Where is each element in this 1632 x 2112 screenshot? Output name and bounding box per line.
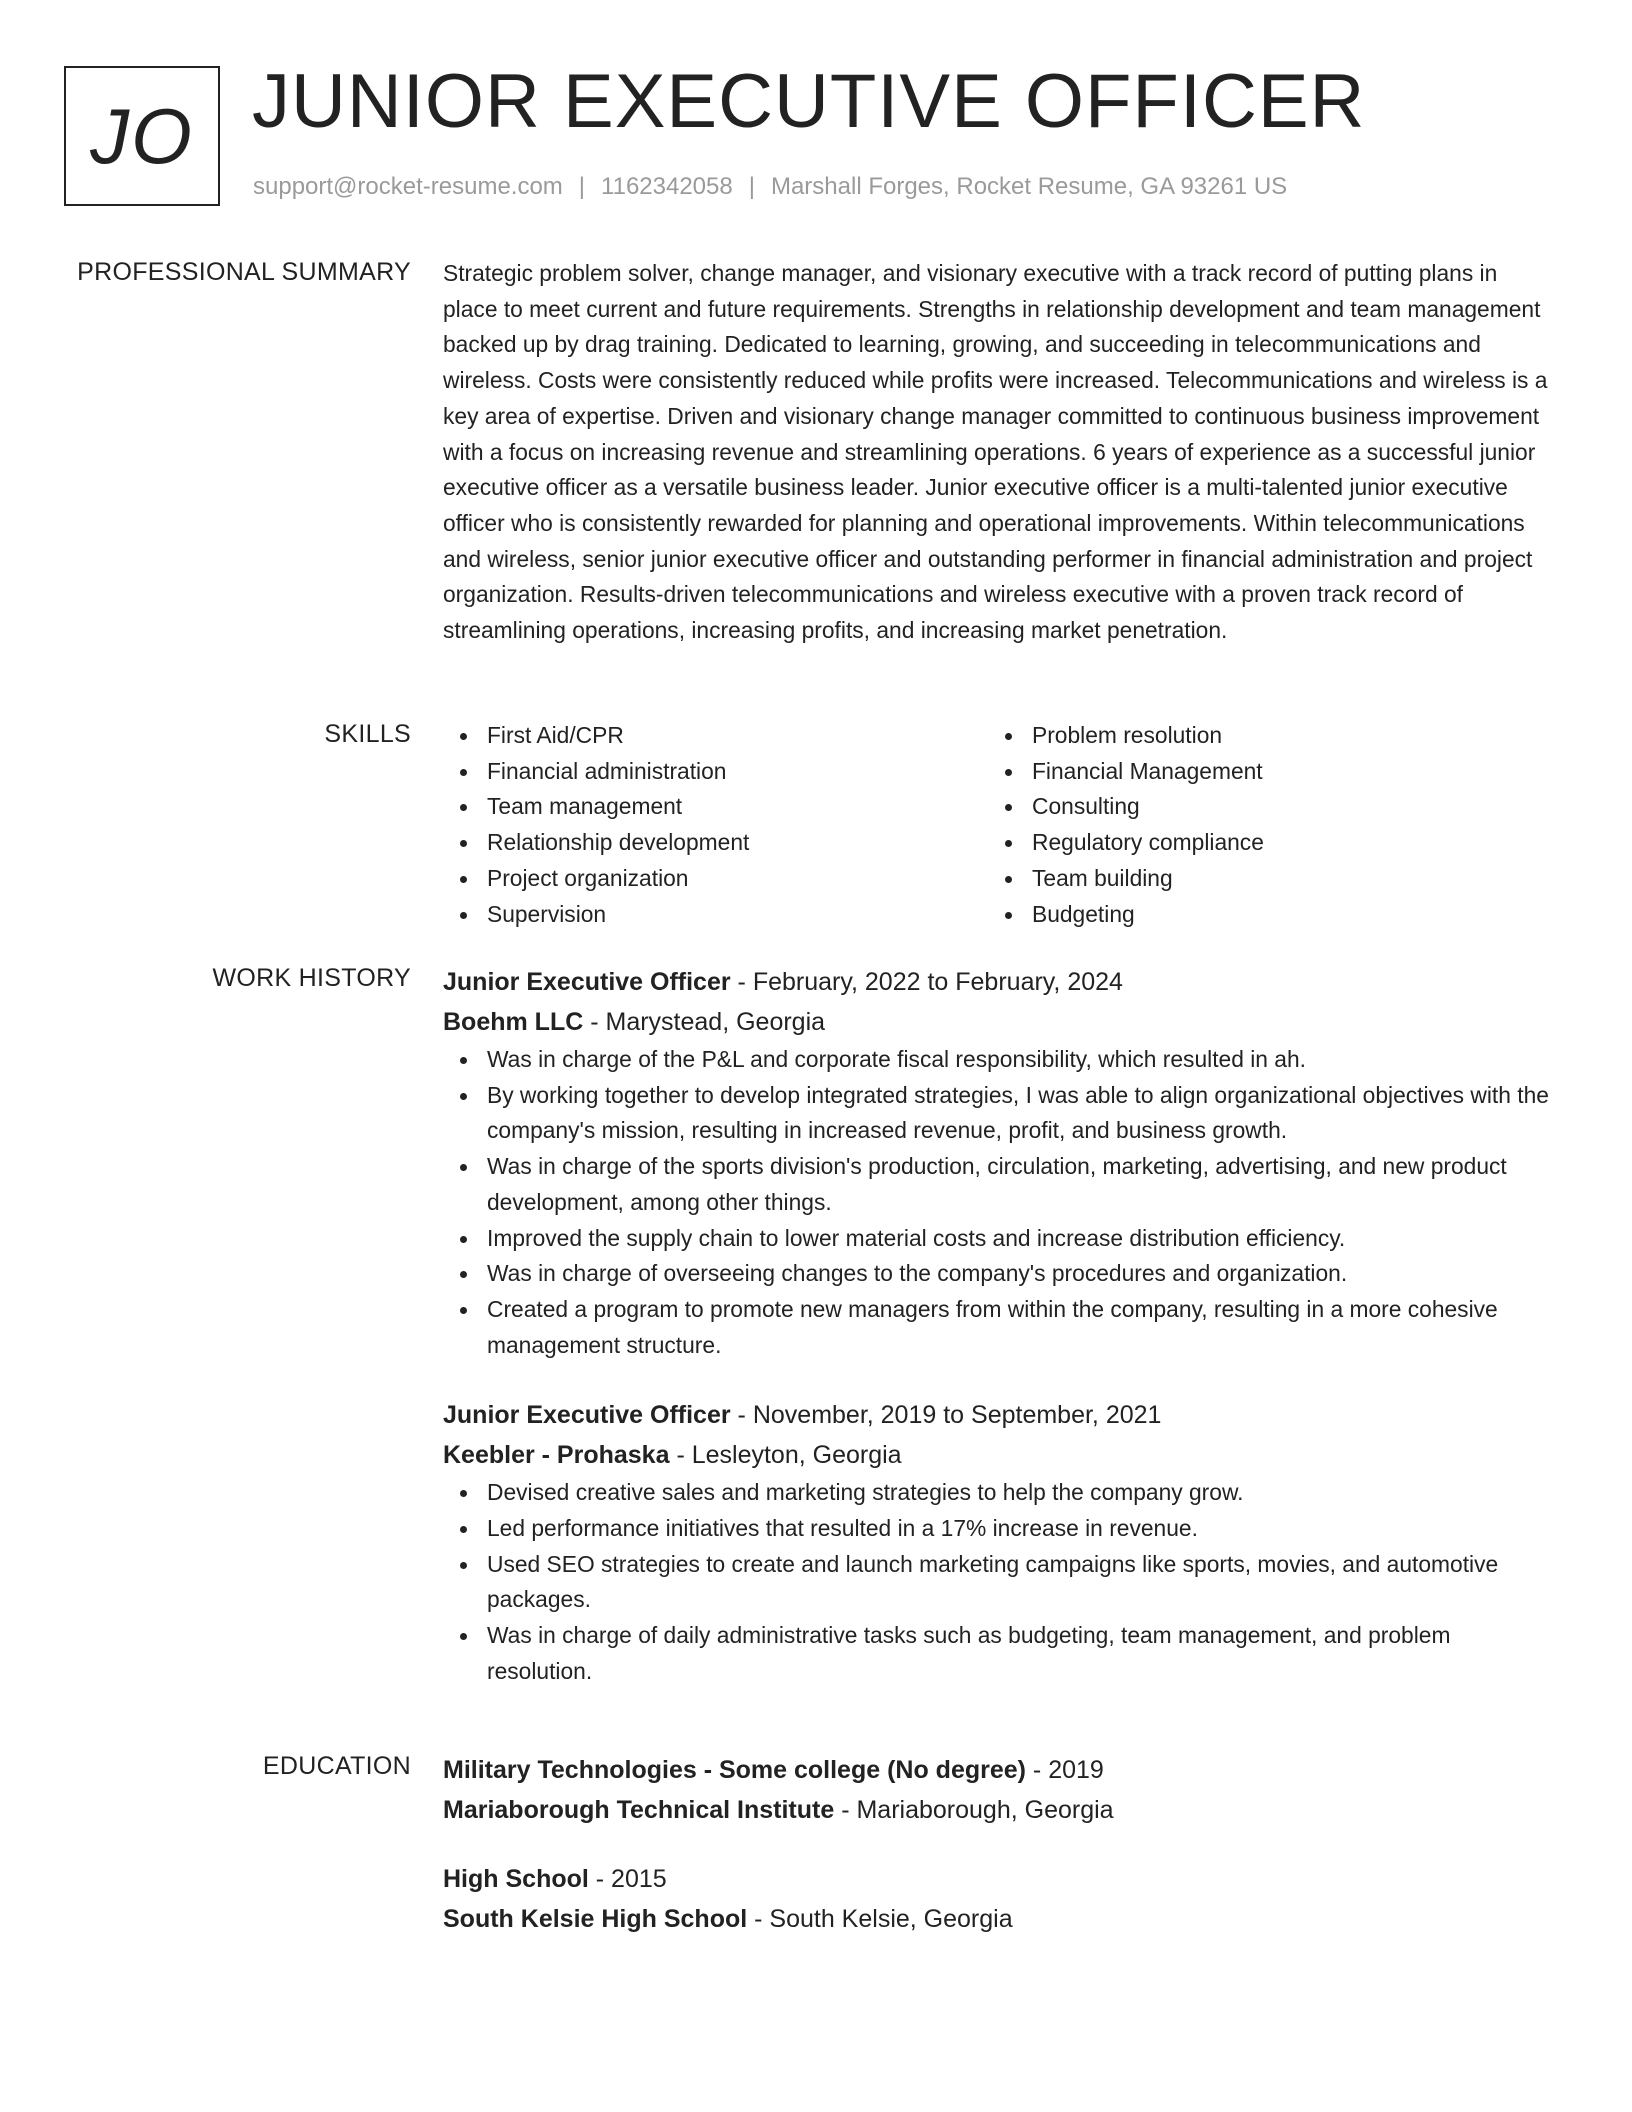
- section-label-work: WORK HISTORY: [212, 964, 411, 992]
- job-bullet: Was in charge of overseeing changes to the company's procedures and organization.: [443, 1256, 1549, 1292]
- job-company: Boehm LLC: [443, 1008, 584, 1036]
- skills-columns: [443, 718, 1549, 932]
- job-company: Keebler - Prohaska: [443, 1441, 670, 1470]
- job-bullet-list: [443, 1042, 1549, 1363]
- skill-item: Team management: [443, 789, 988, 825]
- job-bullet-list: [443, 1475, 1549, 1689]
- education-degree: High School: [443, 1865, 589, 1893]
- education-entry: [443, 1859, 1549, 1939]
- education-year: - 2019: [1025, 1756, 1104, 1784]
- skills-list-right: [988, 718, 1533, 932]
- job-entry: [443, 1395, 1549, 1689]
- education-entry: [443, 1750, 1549, 1830]
- job-company-line: [443, 1435, 1549, 1475]
- contact-address: Marshall Forges, Rocket Resume, GA 93261 US: [770, 173, 1288, 200]
- education-body: [443, 1750, 1549, 1939]
- section-label-skills: SKILLS: [324, 720, 411, 748]
- job-bullet: Created a program to promote new managers from within the company, resulting in a more cohesive management structure.: [443, 1292, 1549, 1363]
- education-year: - 2015: [588, 1865, 667, 1893]
- contact-phone: 1162342058: [601, 173, 733, 200]
- skill-item: Financial administration: [443, 754, 988, 790]
- skills-list-left: [443, 718, 988, 932]
- skill-item: Budgeting: [988, 897, 1533, 933]
- education-location: - Mariaborough, Georgia: [834, 1796, 1114, 1824]
- section-label-summary: PROFESSIONAL SUMMARY: [77, 258, 411, 286]
- job-dates: - November, 2019 to September, 2021: [730, 1401, 1162, 1430]
- job-bullet: By working together to develop integrated strategies, I was able to align organizational objectives with the company's mission, resulting in increased revenue, profit, and business growth.: [443, 1078, 1549, 1149]
- education-location: - South Kelsie, Georgia: [747, 1905, 1013, 1933]
- job-entry: [443, 962, 1549, 1363]
- job-location: - Marystead, Georgia: [583, 1008, 826, 1036]
- summary-text: Strategic problem solver, change manager, and visionary executive with a track record of putting plans in place to meet current and future requirements. Strengths in relationship development and team management backed up by drag training. Dedicated to learning, growing, and succeeding in telecommunications and wireless. Costs were consistently reduced while profits were increased. Telecommunications and wireless is a key area of expertise. Driven and visionary change manager committed to continuous business improvement with a focus on increasing revenue and streamlining operations. 6 years of experience as a successful junior executive officer as a versatile business leader. Junior executive officer is a multi-talented junior executive officer who is consistently rewarded for planning and operational improvements. Within telecommunications and wireless, senior junior executive officer and outstanding performer in financial administration and project organization. Results-driven telecommunications and wireless executive with a proven track record of streamlining operations, increasing profits, and increasing market penetration.: [443, 260, 1548, 644]
- job-bullet: Devised creative sales and marketing strategies to help the company grow.: [443, 1475, 1549, 1511]
- education-school-line: [443, 1790, 1549, 1830]
- skill-item: Regulatory compliance: [988, 825, 1533, 861]
- summary-body: [443, 256, 1549, 649]
- job-title: Junior Executive Officer: [443, 1401, 731, 1430]
- education-degree-line: [443, 1859, 1549, 1899]
- skill-item: Team building: [988, 861, 1533, 897]
- education-degree-line: [443, 1750, 1549, 1790]
- skill-item: Problem resolution: [988, 718, 1533, 754]
- monogram-initials: JO: [90, 92, 194, 180]
- contact-separator: |: [748, 173, 755, 200]
- job-bullet: Improved the supply chain to lower material costs and increase distribution efficiency.: [443, 1221, 1549, 1257]
- skill-item: Relationship development: [443, 825, 988, 861]
- education-school: Mariaborough Technical Institute: [443, 1796, 835, 1824]
- job-bullet: Led performance initiatives that resulted in a 17% increase in revenue.: [443, 1511, 1549, 1547]
- skill-item: Supervision: [443, 897, 988, 933]
- job-location: - Lesleyton, Georgia: [669, 1441, 902, 1470]
- work-body: [443, 962, 1549, 1690]
- contact-email: support@rocket-resume.com: [253, 173, 563, 200]
- education-degree: Military Technologies - Some college (No degree): [443, 1756, 1026, 1784]
- job-title-line: [443, 1395, 1549, 1435]
- job-bullet: Was in charge of daily administrative tasks such as budgeting, team management, and problem resolution.: [443, 1618, 1549, 1689]
- contact-separator: |: [578, 173, 586, 200]
- job-title-line: [443, 962, 1549, 1002]
- skill-item: First Aid/CPR: [443, 718, 988, 754]
- job-bullet: Used SEO strategies to create and launch marketing campaigns like sports, movies, and automotive packages.: [443, 1547, 1549, 1618]
- job-company-line: [443, 1002, 1549, 1042]
- skill-item: Project organization: [443, 861, 988, 897]
- job-dates: - February, 2022 to February, 2024: [730, 968, 1123, 996]
- resume-title: JUNIOR EXECUTIVE OFFICER: [252, 59, 1366, 144]
- contact-line: [253, 173, 1287, 201]
- job-bullet: Was in charge of the sports division's production, circulation, marketing, advertising, and new product development, among other things.: [443, 1149, 1549, 1220]
- section-label-education: EDUCATION: [262, 1752, 411, 1780]
- job-title: Junior Executive Officer: [443, 968, 731, 996]
- education-school: South Kelsie High School: [443, 1905, 748, 1933]
- skill-item: Financial Management: [988, 754, 1533, 790]
- skills-body: [443, 718, 1549, 932]
- education-school-line: [443, 1899, 1549, 1939]
- monogram-badge: [64, 66, 220, 206]
- job-bullet: Was in charge of the P&L and corporate fiscal responsibility, which resulted in ah.: [443, 1042, 1549, 1078]
- skill-item: Consulting: [988, 789, 1533, 825]
